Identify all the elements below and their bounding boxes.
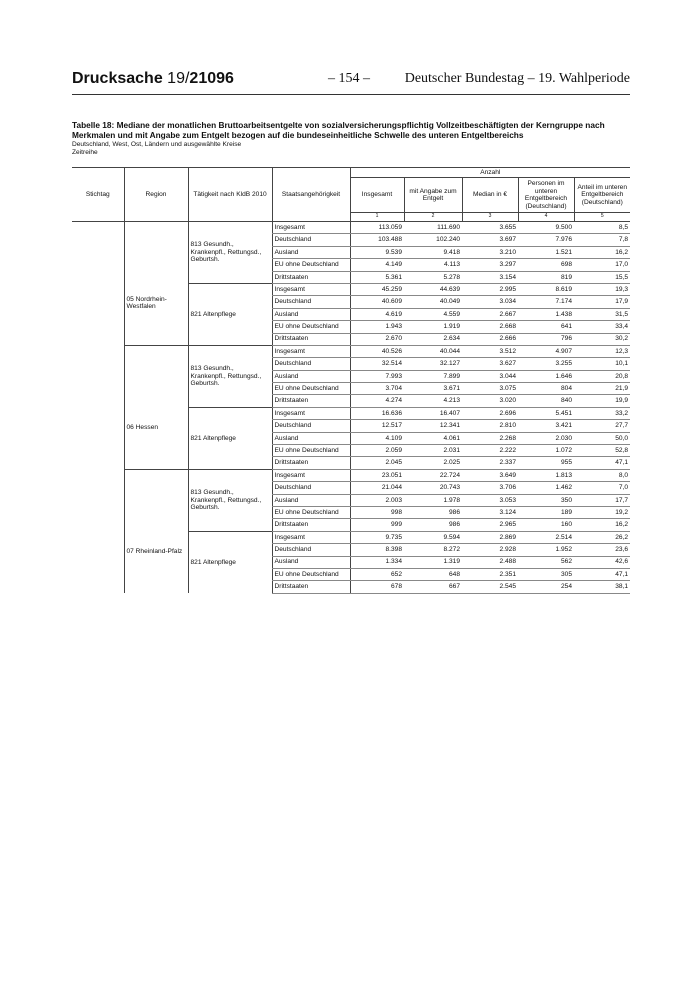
- value-cell: 7.993: [350, 370, 404, 382]
- value-cell: 7.899: [404, 370, 462, 382]
- document-number: [72, 70, 234, 88]
- value-cell: 103.488: [350, 234, 404, 246]
- value-cell: 4.149: [350, 259, 404, 271]
- value-cell: 1.646: [518, 370, 574, 382]
- col-number: 1: [350, 213, 404, 222]
- table-body: [72, 222, 630, 594]
- value-cell: 17,9: [574, 296, 630, 308]
- value-cell: 12,3: [574, 345, 630, 357]
- value-cell: 254: [518, 581, 574, 593]
- value-cell: 3.020: [462, 395, 518, 407]
- doc-number-bold: 21096: [189, 70, 234, 87]
- value-cell: 796: [518, 333, 574, 345]
- value-cell: 2.031: [404, 445, 462, 457]
- value-cell: 3.034: [462, 296, 518, 308]
- col-header-anteil: Anteil im unteren Entgeltbereich (Deutschland): [574, 178, 630, 213]
- value-cell: 7.976: [518, 234, 574, 246]
- staat-cell: Insgesamt: [272, 283, 350, 295]
- value-cell: 2.696: [462, 407, 518, 419]
- value-cell: 1.319: [404, 556, 462, 568]
- value-cell: 999: [350, 519, 404, 531]
- value-cell: 2.668: [462, 321, 518, 333]
- staat-cell: Ausland: [272, 308, 350, 320]
- staat-cell: Deutschland: [272, 544, 350, 556]
- table-subtitle: Deutschland, West, Ost, Ländern und ausgewählte Kreise: [72, 141, 242, 148]
- staat-cell: Insgesamt: [272, 469, 350, 481]
- value-cell: 16,2: [574, 519, 630, 531]
- value-cell: 678: [350, 581, 404, 593]
- staat-cell: EU ohne Deutschland: [272, 259, 350, 271]
- value-cell: 305: [518, 568, 574, 580]
- doc-number-plain: 19/: [167, 70, 190, 87]
- col-number: 5: [574, 213, 630, 222]
- value-cell: 3.053: [462, 494, 518, 506]
- value-cell: 9.735: [350, 531, 404, 543]
- value-cell: 23,6: [574, 544, 630, 556]
- value-cell: 17,0: [574, 259, 630, 271]
- col-header-staat: Staatsangehörigkeit: [272, 168, 350, 222]
- value-cell: 4.274: [350, 395, 404, 407]
- taetigkeit-cell: 813 Gesundh., Krankenpfl., Rettungsd., Geburtsh.: [188, 345, 272, 407]
- value-cell: 12.341: [404, 420, 462, 432]
- value-cell: 998: [350, 506, 404, 518]
- value-cell: 19,2: [574, 506, 630, 518]
- value-cell: 9.594: [404, 531, 462, 543]
- value-cell: 1.919: [404, 321, 462, 333]
- value-cell: 47,1: [574, 457, 630, 469]
- value-cell: 2.514: [518, 531, 574, 543]
- value-cell: 3.075: [462, 383, 518, 395]
- table-row: [72, 345, 630, 357]
- table-row: [72, 469, 630, 481]
- staat-cell: EU ohne Deutschland: [272, 321, 350, 333]
- value-cell: 5.361: [350, 271, 404, 283]
- value-cell: 4.559: [404, 308, 462, 320]
- staat-cell: Insgesamt: [272, 345, 350, 357]
- value-cell: 2.030: [518, 432, 574, 444]
- value-cell: 111.690: [404, 222, 462, 234]
- value-cell: 955: [518, 457, 574, 469]
- value-cell: 350: [518, 494, 574, 506]
- value-cell: 8,0: [574, 469, 630, 481]
- value-cell: 2.634: [404, 333, 462, 345]
- value-cell: 2.268: [462, 432, 518, 444]
- staat-cell: Insgesamt: [272, 407, 350, 419]
- staat-cell: Ausland: [272, 556, 350, 568]
- value-cell: 4.113: [404, 259, 462, 271]
- staat-cell: EU ohne Deutschland: [272, 568, 350, 580]
- value-cell: 3.704: [350, 383, 404, 395]
- col-header-median: Median in €: [462, 178, 518, 213]
- value-cell: 9.539: [350, 246, 404, 258]
- value-cell: 50,0: [574, 432, 630, 444]
- staat-cell: Drittstaaten: [272, 581, 350, 593]
- value-cell: 32.127: [404, 358, 462, 370]
- table-subtitle-2: Zeitreihe: [72, 149, 98, 156]
- value-cell: 17,7: [574, 494, 630, 506]
- institution-label: Deutscher Bundestag – 19. Wahlperiode: [404, 71, 630, 86]
- value-cell: 189: [518, 506, 574, 518]
- value-cell: 2.488: [462, 556, 518, 568]
- value-cell: 1.521: [518, 246, 574, 258]
- value-cell: 3.627: [462, 358, 518, 370]
- table-row: [72, 222, 630, 234]
- value-cell: 3.044: [462, 370, 518, 382]
- table-title: Tabelle 18: Mediane der monatlichen Bruttoarbeitsentgelte von sozialversicherungspflichtig Vollzeitbeschäftigten der Kerngruppe nach Merkmalen und mit Angabe zum Entgelt bezogen auf die bundeseinheitliche Schwelle des unteren Entgeltbereichs: [72, 120, 605, 140]
- value-cell: 27,7: [574, 420, 630, 432]
- value-cell: 2.928: [462, 544, 518, 556]
- staat-cell: Ausland: [272, 246, 350, 258]
- value-cell: 2.337: [462, 457, 518, 469]
- value-cell: 4.109: [350, 432, 404, 444]
- staat-cell: Insgesamt: [272, 222, 350, 234]
- value-cell: 4.061: [404, 432, 462, 444]
- value-cell: 3.421: [518, 420, 574, 432]
- value-cell: 3.154: [462, 271, 518, 283]
- value-cell: 1.978: [404, 494, 462, 506]
- value-cell: 40.609: [350, 296, 404, 308]
- value-cell: 47,1: [574, 568, 630, 580]
- value-cell: 40.044: [404, 345, 462, 357]
- value-cell: 20,8: [574, 370, 630, 382]
- value-cell: 2.351: [462, 568, 518, 580]
- data-table: [72, 167, 630, 594]
- header-rule: [72, 94, 630, 95]
- value-cell: 8.272: [404, 544, 462, 556]
- col-number: 2: [404, 213, 462, 222]
- value-cell: 1.813: [518, 469, 574, 481]
- region-cell: 05 Nordrhein-Westfalen: [124, 222, 188, 346]
- value-cell: 667: [404, 581, 462, 593]
- value-cell: 5.278: [404, 271, 462, 283]
- value-cell: 641: [518, 321, 574, 333]
- staat-cell: Ausland: [272, 494, 350, 506]
- value-cell: 7,0: [574, 482, 630, 494]
- value-cell: 33,2: [574, 407, 630, 419]
- value-cell: 2.222: [462, 445, 518, 457]
- taetigkeit-cell: 813 Gesundh., Krankenpfl., Rettungsd., Geburtsh.: [188, 222, 272, 284]
- value-cell: 113.059: [350, 222, 404, 234]
- value-cell: 21,9: [574, 383, 630, 395]
- value-cell: 8.398: [350, 544, 404, 556]
- value-cell: 3.210: [462, 246, 518, 258]
- value-cell: 2.965: [462, 519, 518, 531]
- value-cell: 12.517: [350, 420, 404, 432]
- value-cell: 15,5: [574, 271, 630, 283]
- value-cell: 3.655: [462, 222, 518, 234]
- value-cell: 698: [518, 259, 574, 271]
- value-cell: 33,4: [574, 321, 630, 333]
- value-cell: 16,2: [574, 246, 630, 258]
- value-cell: 32.514: [350, 358, 404, 370]
- value-cell: 8,5: [574, 222, 630, 234]
- value-cell: 10,1: [574, 358, 630, 370]
- value-cell: 1.072: [518, 445, 574, 457]
- value-cell: 19,3: [574, 283, 630, 295]
- value-cell: 3.697: [462, 234, 518, 246]
- value-cell: 2.670: [350, 333, 404, 345]
- value-cell: 3.512: [462, 345, 518, 357]
- col-number: 4: [518, 213, 574, 222]
- value-cell: 44.639: [404, 283, 462, 295]
- value-cell: 4.619: [350, 308, 404, 320]
- staat-cell: Deutschland: [272, 420, 350, 432]
- col-header-region: Region: [124, 168, 188, 222]
- value-cell: 38,1: [574, 581, 630, 593]
- staat-cell: Ausland: [272, 370, 350, 382]
- value-cell: 16.636: [350, 407, 404, 419]
- page-header: [72, 70, 630, 92]
- value-cell: 1.334: [350, 556, 404, 568]
- taetigkeit-cell: 821 Altenpflege: [188, 283, 272, 345]
- value-cell: 2.810: [462, 420, 518, 432]
- staat-cell: Drittstaaten: [272, 271, 350, 283]
- value-cell: 819: [518, 271, 574, 283]
- region-cell: 07 Rheinland-Pfalz: [124, 469, 188, 593]
- value-cell: 2.545: [462, 581, 518, 593]
- value-cell: 652: [350, 568, 404, 580]
- staat-cell: Drittstaaten: [272, 395, 350, 407]
- value-cell: 3.297: [462, 259, 518, 271]
- taetigkeit-cell: 821 Altenpflege: [188, 407, 272, 469]
- value-cell: 40.049: [404, 296, 462, 308]
- value-cell: 16.407: [404, 407, 462, 419]
- value-cell: 2.045: [350, 457, 404, 469]
- stichtag-cell: [72, 222, 124, 594]
- value-cell: 30,2: [574, 333, 630, 345]
- value-cell: 31,5: [574, 308, 630, 320]
- value-cell: 160: [518, 519, 574, 531]
- staat-cell: EU ohne Deutschland: [272, 383, 350, 395]
- value-cell: 1.943: [350, 321, 404, 333]
- staat-cell: Ausland: [272, 432, 350, 444]
- value-cell: 2.025: [404, 457, 462, 469]
- staat-cell: EU ohne Deutschland: [272, 506, 350, 518]
- value-cell: 102.240: [404, 234, 462, 246]
- value-cell: 20.743: [404, 482, 462, 494]
- taetigkeit-cell: 821 Altenpflege: [188, 531, 272, 593]
- value-cell: 804: [518, 383, 574, 395]
- staat-cell: Deutschland: [272, 296, 350, 308]
- value-cell: 2.666: [462, 333, 518, 345]
- staat-cell: EU ohne Deutschland: [272, 445, 350, 457]
- value-cell: 2.995: [462, 283, 518, 295]
- value-cell: 3.649: [462, 469, 518, 481]
- staat-cell: Drittstaaten: [272, 519, 350, 531]
- value-cell: 5.451: [518, 407, 574, 419]
- value-cell: 1.462: [518, 482, 574, 494]
- staat-cell: Drittstaaten: [272, 457, 350, 469]
- staat-cell: Insgesamt: [272, 531, 350, 543]
- value-cell: 2.003: [350, 494, 404, 506]
- value-cell: 9.418: [404, 246, 462, 258]
- value-cell: 3.124: [462, 506, 518, 518]
- staat-cell: Deutschland: [272, 482, 350, 494]
- doc-label: Drucksache: [72, 70, 163, 87]
- value-cell: 986: [404, 519, 462, 531]
- value-cell: 1.438: [518, 308, 574, 320]
- col-number: 3: [462, 213, 518, 222]
- value-cell: 3.255: [518, 358, 574, 370]
- value-cell: 4.907: [518, 345, 574, 357]
- value-cell: 42,6: [574, 556, 630, 568]
- value-cell: 3.671: [404, 383, 462, 395]
- value-cell: 45.259: [350, 283, 404, 295]
- value-cell: 21.044: [350, 482, 404, 494]
- value-cell: 52,8: [574, 445, 630, 457]
- value-cell: 9.500: [518, 222, 574, 234]
- col-header-personen: Personen im unteren Entgeltbereich (Deutschland): [518, 178, 574, 213]
- col-header-insgesamt: Insgesamt: [350, 178, 404, 213]
- col-header-stichtag: Stichtag: [72, 168, 124, 222]
- value-cell: 840: [518, 395, 574, 407]
- staat-cell: Deutschland: [272, 358, 350, 370]
- value-cell: 40.526: [350, 345, 404, 357]
- value-cell: 19,9: [574, 395, 630, 407]
- value-cell: 8.619: [518, 283, 574, 295]
- value-cell: 22.724: [404, 469, 462, 481]
- col-header-anzahl: Anzahl: [350, 168, 630, 178]
- page-number: – 154 –: [328, 71, 370, 86]
- value-cell: 23.051: [350, 469, 404, 481]
- region-cell: 06 Hessen: [124, 345, 188, 469]
- value-cell: 26,2: [574, 531, 630, 543]
- value-cell: 2.869: [462, 531, 518, 543]
- value-cell: 4.213: [404, 395, 462, 407]
- col-header-taetigkeit: Tätigkeit nach KldB 2010: [188, 168, 272, 222]
- col-header-mit-angabe: mit Angabe zum Entgelt: [404, 178, 462, 213]
- value-cell: 2.059: [350, 445, 404, 457]
- value-cell: 986: [404, 506, 462, 518]
- value-cell: 7.174: [518, 296, 574, 308]
- value-cell: 2.667: [462, 308, 518, 320]
- value-cell: 3.706: [462, 482, 518, 494]
- staat-cell: Deutschland: [272, 234, 350, 246]
- value-cell: 562: [518, 556, 574, 568]
- staat-cell: Drittstaaten: [272, 333, 350, 345]
- value-cell: 1.952: [518, 544, 574, 556]
- value-cell: 7,8: [574, 234, 630, 246]
- value-cell: 648: [404, 568, 462, 580]
- taetigkeit-cell: 813 Gesundh., Krankenpfl., Rettungsd., Geburtsh.: [188, 469, 272, 531]
